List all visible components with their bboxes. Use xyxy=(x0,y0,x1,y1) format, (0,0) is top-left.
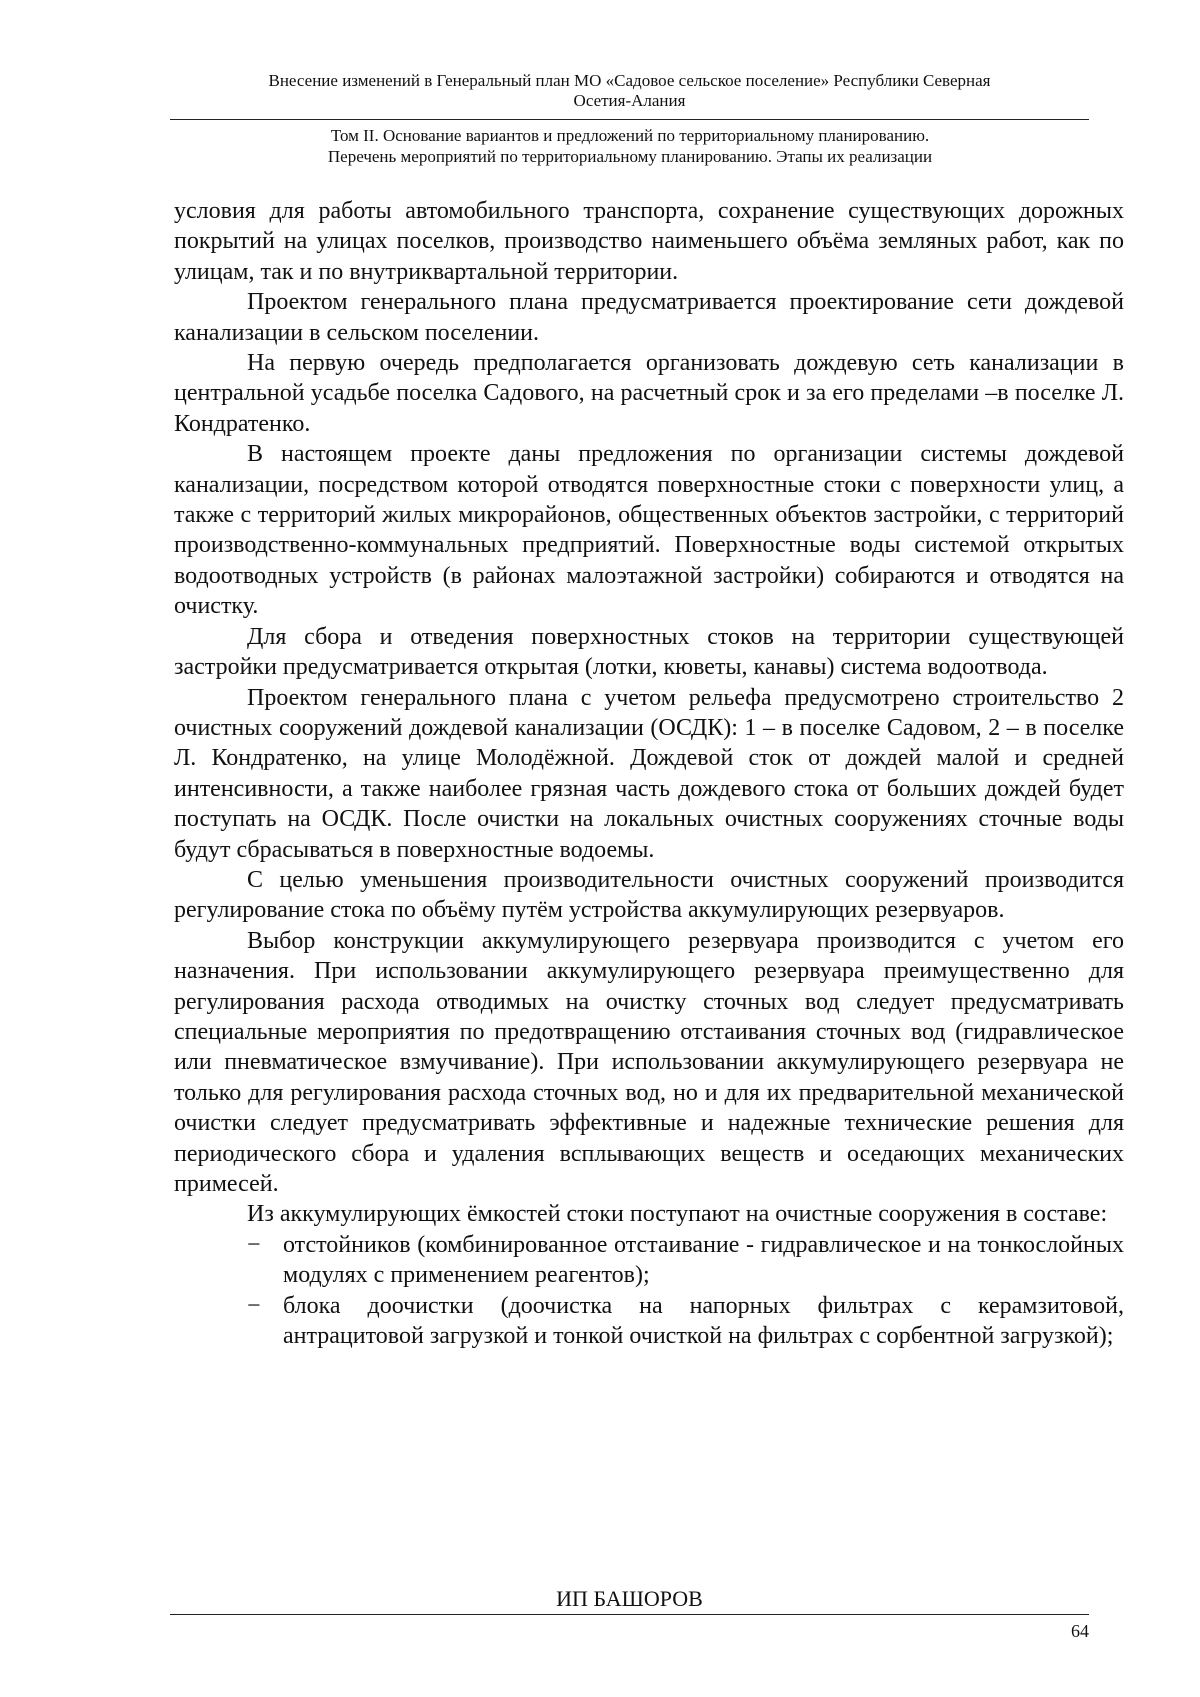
page-number: 64 xyxy=(1071,1621,1089,1641)
paragraph-9: Из аккумулирующих ёмкостей стоки поступают на очистные сооружения в составе: xyxy=(247,1201,1108,1228)
paragraph-6: Проектом генерального плана с учетом рельефа предусмотрено строительство 2 очистных сооружений дождевой канализации (ОСДК): 1 – в поселке Садовом, 2 – в поселке Л. Кондратенко, на улице Молодёжной. Дождевой сток от дождей малой и средней интенсивности, а также наиболее грязная часть дождевого стока от больших дождей будет поступать на ОСДК. После очистки на локальных очистных сооружениях сточные воды будут сбрасываться в поверхностные водоемы. xyxy=(174,684,1124,863)
paragraph-7: С целью уменьшения производительности очистных сооружений производится регулирование стока по объёму путём устройства аккумулирующих резервуаров. xyxy=(174,866,1124,924)
document-header-subtitle xyxy=(250,125,1010,167)
header-subtitle-line-1: Том II. Основание вариантов и предложений по территориальному планированию. xyxy=(330,126,930,145)
paragraph-1: условия для работы автомобильного транспорта, сохранение существующих дорожных покрытий на улицах поселков, производство наименьшего объёма земляных работ, как по улицам, так и по внутриквартальной территории. xyxy=(174,198,1124,285)
document-header-title xyxy=(170,71,1089,111)
body-text xyxy=(174,196,1124,1351)
header-divider xyxy=(170,119,1089,120)
header-title-line-1: Внесение изменений в Генеральный план МО «Садовое сельское поселение» Республики Северная xyxy=(268,71,991,90)
paragraph-4: В настоящем проекте даны предложения по организации системы дождевой канализации, посредством которой отводятся поверхностные стоки с поверхности улиц, а также с территорий жилых микрорайонов, общественных объектов застройки, с территорий производственно-коммунальных предприятий. Поверхностные воды системой открытых водоотводных устройств (в районах малоэтажной застройки) собираются и отводятся на очистку. xyxy=(174,441,1124,620)
paragraph-8: Выбор конструкции аккумулирующего резервуара производится с учетом его назначения. При использовании аккумулирующего резервуара преимущественно для регулирования расхода отводимых на очистку сточных вод следует предусматривать специальные мероприятия по предотвращению отстаивания сточных вод (гидравлическое или пневматическое взмучивание). При использовании аккумулирующего резервуара не только для регулирования расхода сточных вод, но и для их предварительной механической очистки следует предусматривать эффективные и надежные технические решения для периодического сбора и удаления всплывающих веществ и оседающих механических примесей. xyxy=(174,927,1124,1197)
header-title-line-2: Осетия-Алания xyxy=(573,91,686,110)
bullet-list xyxy=(174,1230,1124,1352)
bullet-marker: − xyxy=(247,1231,261,1258)
bullet-text: блока доочистки (доочистка на напорных фильтрах с керамзитовой, антрацитовой загрузкой и тонкой очисткой на фильтрах с сорбентной загрузкой); xyxy=(283,1292,1124,1350)
bullet-item xyxy=(174,1230,1124,1291)
footer-divider xyxy=(170,1614,1089,1615)
bullet-item xyxy=(174,1291,1124,1352)
paragraph-2: Проектом генерального плана предусматривается проектирование сети дождевой канализации в сельском поселении. xyxy=(174,289,1124,346)
footer-company: ИП БАШОРОВ xyxy=(556,1586,703,1611)
paragraph-3: На первую очередь предполагается организовать дождевую сеть канализации в центральной усадьбе поселка Садового, на расчетный срок и за его пределами –в поселке Л. Кондратенко. xyxy=(174,350,1124,437)
paragraph-5: Для сбора и отведения поверхностных стоков на территории существующей застройки предусматривается открытая (лотки, кюветы, канавы) система водоотвода. xyxy=(174,623,1124,681)
bullet-marker: − xyxy=(247,1292,261,1319)
bullet-text: отстойников (комбинированное отстаивание - гидравлическое и на тонкослойных модулях с применением реагентов); xyxy=(283,1231,1124,1289)
header-subtitle-line-2: Перечень мероприятий по территориальному планированию. Этапы их реализации xyxy=(327,147,933,166)
